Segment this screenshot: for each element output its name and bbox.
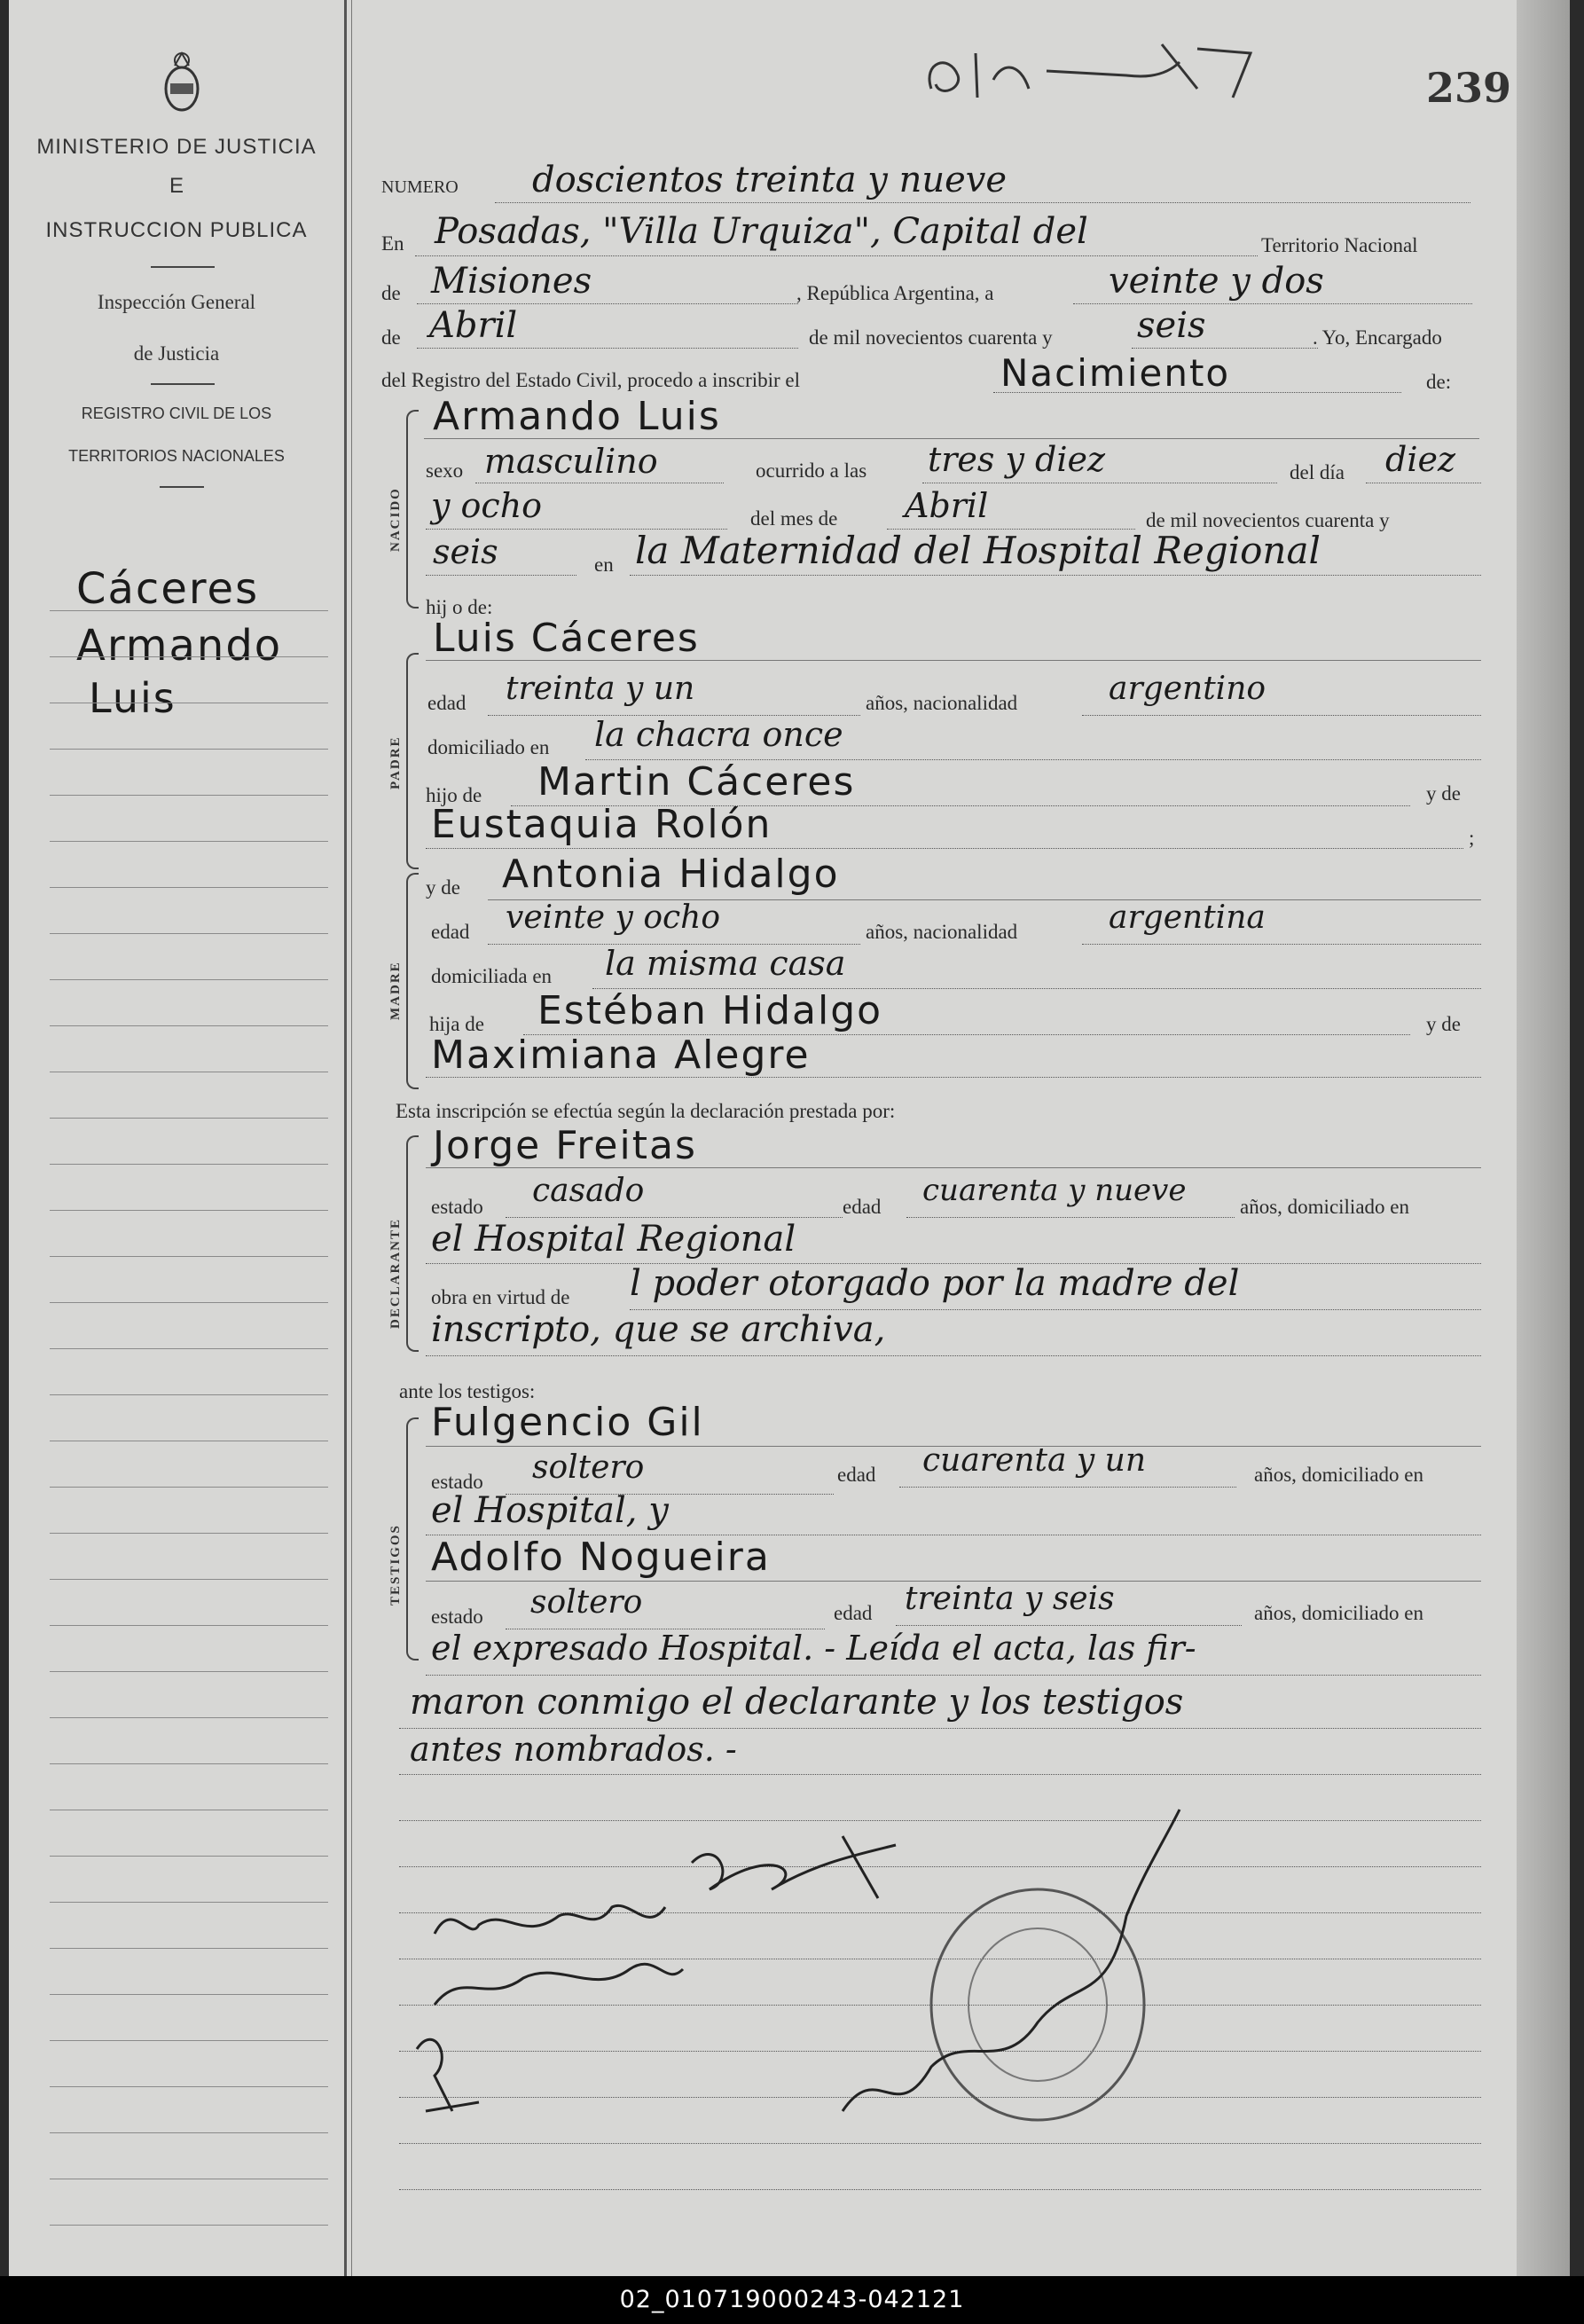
entry-nombre: Armando Luis — [433, 394, 721, 439]
entry-numero: doscientos treinta y nueve — [532, 160, 1008, 200]
label-y-de-2: y de — [1426, 1013, 1461, 1035]
signature-area — [399, 1739, 1286, 2164]
ministry-line-3: INSTRUCCION PUBLICA — [45, 218, 308, 242]
entry-tipo: Nacimiento — [1000, 351, 1231, 395]
entry-lugar: Posadas, "Villa Urquiza", Capital del — [435, 211, 1088, 252]
entry-anio-nac: seis — [433, 532, 498, 571]
ministry-line-2: E — [169, 174, 184, 198]
margin-ruled-line — [50, 1210, 328, 1211]
line-dia — [1073, 303, 1472, 304]
line-padre-nac — [1082, 715, 1481, 716]
margin-ruled-line — [50, 1533, 328, 1534]
margin-ruled-line — [50, 887, 328, 888]
header-signature-mark — [896, 27, 1286, 115]
entry-anio: seis — [1137, 305, 1206, 346]
entry-madre-nac: argentina — [1109, 899, 1266, 936]
entry-lugar-nac: la Maternidad del Hospital Regional — [635, 529, 1321, 572]
coat-of-arms-icon — [160, 46, 204, 117]
line-territorio — [417, 303, 798, 304]
entry-padre-nac: argentino — [1109, 671, 1266, 707]
entry-madre-edad: veinte y ocho — [506, 899, 721, 936]
label-obra: obra en virtud de — [431, 1286, 570, 1308]
entry-t2-estado: soltero — [530, 1584, 643, 1621]
entry-obra-a: l poder otorgado por la madre del — [630, 1263, 1240, 1304]
entry-abuela-p: Eustaquia Rolón — [431, 802, 772, 847]
label-de-1: de — [381, 282, 401, 304]
margin-ruled-line — [50, 1579, 328, 1580]
label-territorio: Territorio Nacional — [1261, 234, 1418, 256]
label-de-colon: de: — [1426, 371, 1452, 393]
line-lugar — [415, 255, 1258, 256]
entry-madre-dom: la misma casa — [605, 944, 846, 983]
label-y-de-madre: y de — [426, 876, 460, 899]
signature-testigo-2 — [435, 1964, 683, 2005]
label-hijo-de-2: hijo de — [426, 784, 482, 806]
label-t1-edad: edad — [837, 1464, 876, 1486]
line-anio-nac — [426, 575, 576, 576]
margin-ruled-line — [50, 795, 328, 796]
padre-tag: PADRE — [388, 735, 403, 789]
label-semicolon: ; — [1469, 827, 1475, 849]
line-decl-edad — [906, 1217, 1235, 1218]
label-decl-anos-dom: años, domiciliado en — [1240, 1196, 1409, 1218]
official-seal — [931, 1889, 1144, 2120]
line-t2-edad — [896, 1625, 1242, 1626]
page-edge — [1517, 0, 1570, 2276]
entry-dia-nac-b: y ocho — [431, 486, 543, 525]
entry-t1-dom: el Hospital, y — [431, 1490, 669, 1531]
margin-ruled-line — [50, 933, 328, 934]
margin-ruled-line — [50, 1763, 328, 1764]
margin-ruled-line — [50, 979, 328, 980]
line-t1-edad — [899, 1487, 1236, 1488]
label-padre-anos: años, nacionalidad — [866, 692, 1018, 714]
label-decl-estado: estado — [431, 1196, 483, 1218]
margin-ruled-line — [50, 1025, 328, 1026]
margin-ruled-line — [50, 1164, 328, 1165]
declarante-brace — [406, 1135, 419, 1352]
label-t1-estado: estado — [431, 1471, 483, 1493]
margin-ruled-line — [50, 1256, 328, 1257]
nacido-tag: NACIDO — [388, 487, 403, 552]
label-numero: NUMERO — [381, 177, 459, 197]
entry-padre-dom: la chacra once — [594, 715, 843, 754]
margin-ruled-line — [50, 1302, 328, 1303]
label-y-de-1: y de — [1426, 782, 1461, 805]
margin-ruled-line — [50, 1948, 328, 1949]
margin-ruled-line — [50, 2086, 328, 2087]
line-madre-nac — [1082, 944, 1481, 945]
line-obra-b — [426, 1355, 1481, 1356]
registry-line-1: REGISTRO CIVIL DE LOS — [81, 404, 272, 422]
line-anio — [1132, 348, 1318, 349]
label-ocurrido: ocurrido a las — [756, 459, 867, 482]
margin-ruled-line — [50, 2040, 328, 2041]
line-numero — [495, 202, 1470, 203]
label-madre-anos: años, nacionalidad — [866, 921, 1018, 943]
signature-testigo-1 — [435, 1905, 665, 1934]
entry-padre: Luis Cáceres — [433, 616, 700, 661]
entry-territorio: Misiones — [431, 261, 592, 302]
margin-surname: Cáceres — [76, 564, 260, 614]
entry-mes-nac: Abril — [905, 486, 989, 525]
entry-sexo: masculino — [484, 442, 658, 481]
margin-ruled-line — [50, 610, 328, 611]
testigos-brace — [406, 1417, 419, 1661]
label-madre-dom: domiciliada en — [431, 965, 553, 987]
margin-ruled-line — [50, 656, 328, 657]
entry-closing-a: maron conmigo el declarante y los testigos — [410, 1682, 1184, 1723]
inspection-line-2: de Justicia — [133, 342, 220, 365]
margin-ruled-line — [50, 1118, 328, 1119]
label-madre-edad: edad — [431, 921, 470, 943]
entry-closing-b: antes nombrados. - — [410, 1730, 737, 1769]
margin-given-1: Armando — [76, 621, 283, 671]
label-inscripcion: Esta inscripción se efectúa según la declaración prestada por: — [396, 1100, 896, 1122]
entry-madre: Antonia Hidalgo — [502, 852, 840, 897]
ministry-line-1: MINISTERIO DE JUSTICIA — [36, 135, 317, 159]
margin-ruled-line — [50, 841, 328, 842]
entry-t2-dom: el expresado Hospital. - Leída el acta, las fir- — [431, 1629, 1196, 1668]
entry-mes: Abril — [429, 305, 518, 346]
label-del-mes: del mes de — [750, 507, 838, 530]
margin-ruled-line — [50, 2132, 328, 2133]
label-hijo-de: hij o de: — [426, 596, 493, 618]
line-decl-estado — [506, 1217, 843, 1218]
entry-decl-estado: casado — [532, 1173, 645, 1209]
declarante-tag: DECLARANTE — [388, 1217, 403, 1329]
margin-ruled-line — [50, 1717, 328, 1718]
binding-line-inner — [351, 0, 352, 2276]
label-de-mil: de mil novecientos cuarenta y — [809, 326, 1053, 349]
entry-dia: veinte y dos — [1109, 261, 1324, 302]
entry-t2-edad: treinta y seis — [905, 1581, 1115, 1617]
entry-decl-dom: el Hospital Regional — [431, 1219, 796, 1260]
inspection-line-1: Inspección General — [97, 291, 256, 313]
margin-ruled-line — [50, 1856, 328, 1857]
margin-ruled-line — [50, 1625, 328, 1626]
madre-brace — [406, 873, 419, 1089]
label-en-lugar: en — [594, 554, 614, 576]
label-padre-edad: edad — [427, 692, 467, 714]
label-t2-anos-dom: años, domiciliado en — [1254, 1602, 1423, 1624]
entry-t1-edad: cuarenta y un — [922, 1442, 1147, 1479]
label-ante: ante los testigos: — [399, 1380, 536, 1402]
line-lugar-nac — [630, 575, 1481, 576]
margin-ruled-line — [50, 1348, 328, 1349]
margin-ruled-line — [50, 1994, 328, 1995]
label-de-mil-2: de mil novecientos cuarenta y — [1146, 509, 1390, 531]
entry-testigo2: Adolfo Nogueira — [431, 1535, 771, 1580]
entry-padre-edad: treinta y un — [506, 671, 695, 707]
entry-decl-edad: cuarenta y nueve — [922, 1173, 1187, 1208]
entry-testigo1: Fulgencio Gil — [431, 1400, 704, 1445]
margin-given-2: Luis — [89, 674, 176, 722]
label-t2-estado: estado — [431, 1606, 483, 1628]
margin-ruled-line — [50, 1394, 328, 1395]
label-de-2: de — [381, 326, 401, 349]
padre-brace — [406, 653, 419, 869]
margin-ruled-line — [50, 1671, 328, 1672]
testigos-tag: TESTIGOS — [388, 1524, 403, 1606]
entry-abuela-m: Maximiana Alegre — [431, 1032, 811, 1078]
label-t1-anos-dom: años, domiciliado en — [1254, 1464, 1423, 1486]
register-page — [9, 0, 1570, 2276]
label-en: En — [381, 232, 404, 255]
label-yo: . Yo, Encargado — [1313, 326, 1442, 349]
margin-ruled-line — [50, 2225, 328, 2226]
label-t2-edad: edad — [834, 1602, 873, 1624]
signature-initial — [417, 2039, 479, 2111]
madre-tag: MADRE — [388, 961, 403, 1020]
entry-dia-nac-a: diez — [1385, 440, 1455, 479]
line-t2-dom — [426, 1675, 1481, 1676]
label-hija-de: hija de — [429, 1013, 484, 1035]
line-closing-a — [399, 1728, 1481, 1729]
entry-abuelo-m: Estéban Hidalgo — [537, 988, 883, 1033]
page-number: 239 — [1426, 64, 1512, 112]
blank-ruled-line — [399, 2189, 1481, 2190]
entry-t1-estado: soltero — [532, 1449, 645, 1486]
label-del-dia: del día — [1290, 461, 1345, 483]
entry-obra-b: inscripto, que se archiva, — [431, 1309, 886, 1350]
entry-abuelo-p: Martin Cáceres — [537, 759, 856, 805]
label-republica: , República Argentina, a — [796, 282, 994, 304]
margin-ruled-line — [50, 749, 328, 750]
margin-ruled-line — [50, 1487, 328, 1488]
signature-declarante — [692, 1836, 896, 1898]
line-mes — [417, 348, 798, 349]
entry-hora: tres y diez — [928, 440, 1106, 479]
margin-ruled-line — [50, 1902, 328, 1903]
line-abuela-p — [426, 848, 1463, 849]
image-id-footer: 02_010719000243-042121 — [0, 2276, 1584, 2324]
registry-line-2: TERRITORIOS NACIONALES — [68, 447, 285, 465]
label-padre-dom: domiciliado en — [427, 736, 550, 758]
entry-declarante: Jorge Freitas — [433, 1123, 697, 1168]
label-decl-edad: edad — [843, 1196, 882, 1218]
label-sexo: sexo — [426, 459, 464, 482]
binding-line — [344, 0, 347, 2276]
nacido-brace — [406, 410, 419, 608]
label-registro: del Registro del Estado Civil, procedo a inscribir el — [381, 369, 801, 391]
